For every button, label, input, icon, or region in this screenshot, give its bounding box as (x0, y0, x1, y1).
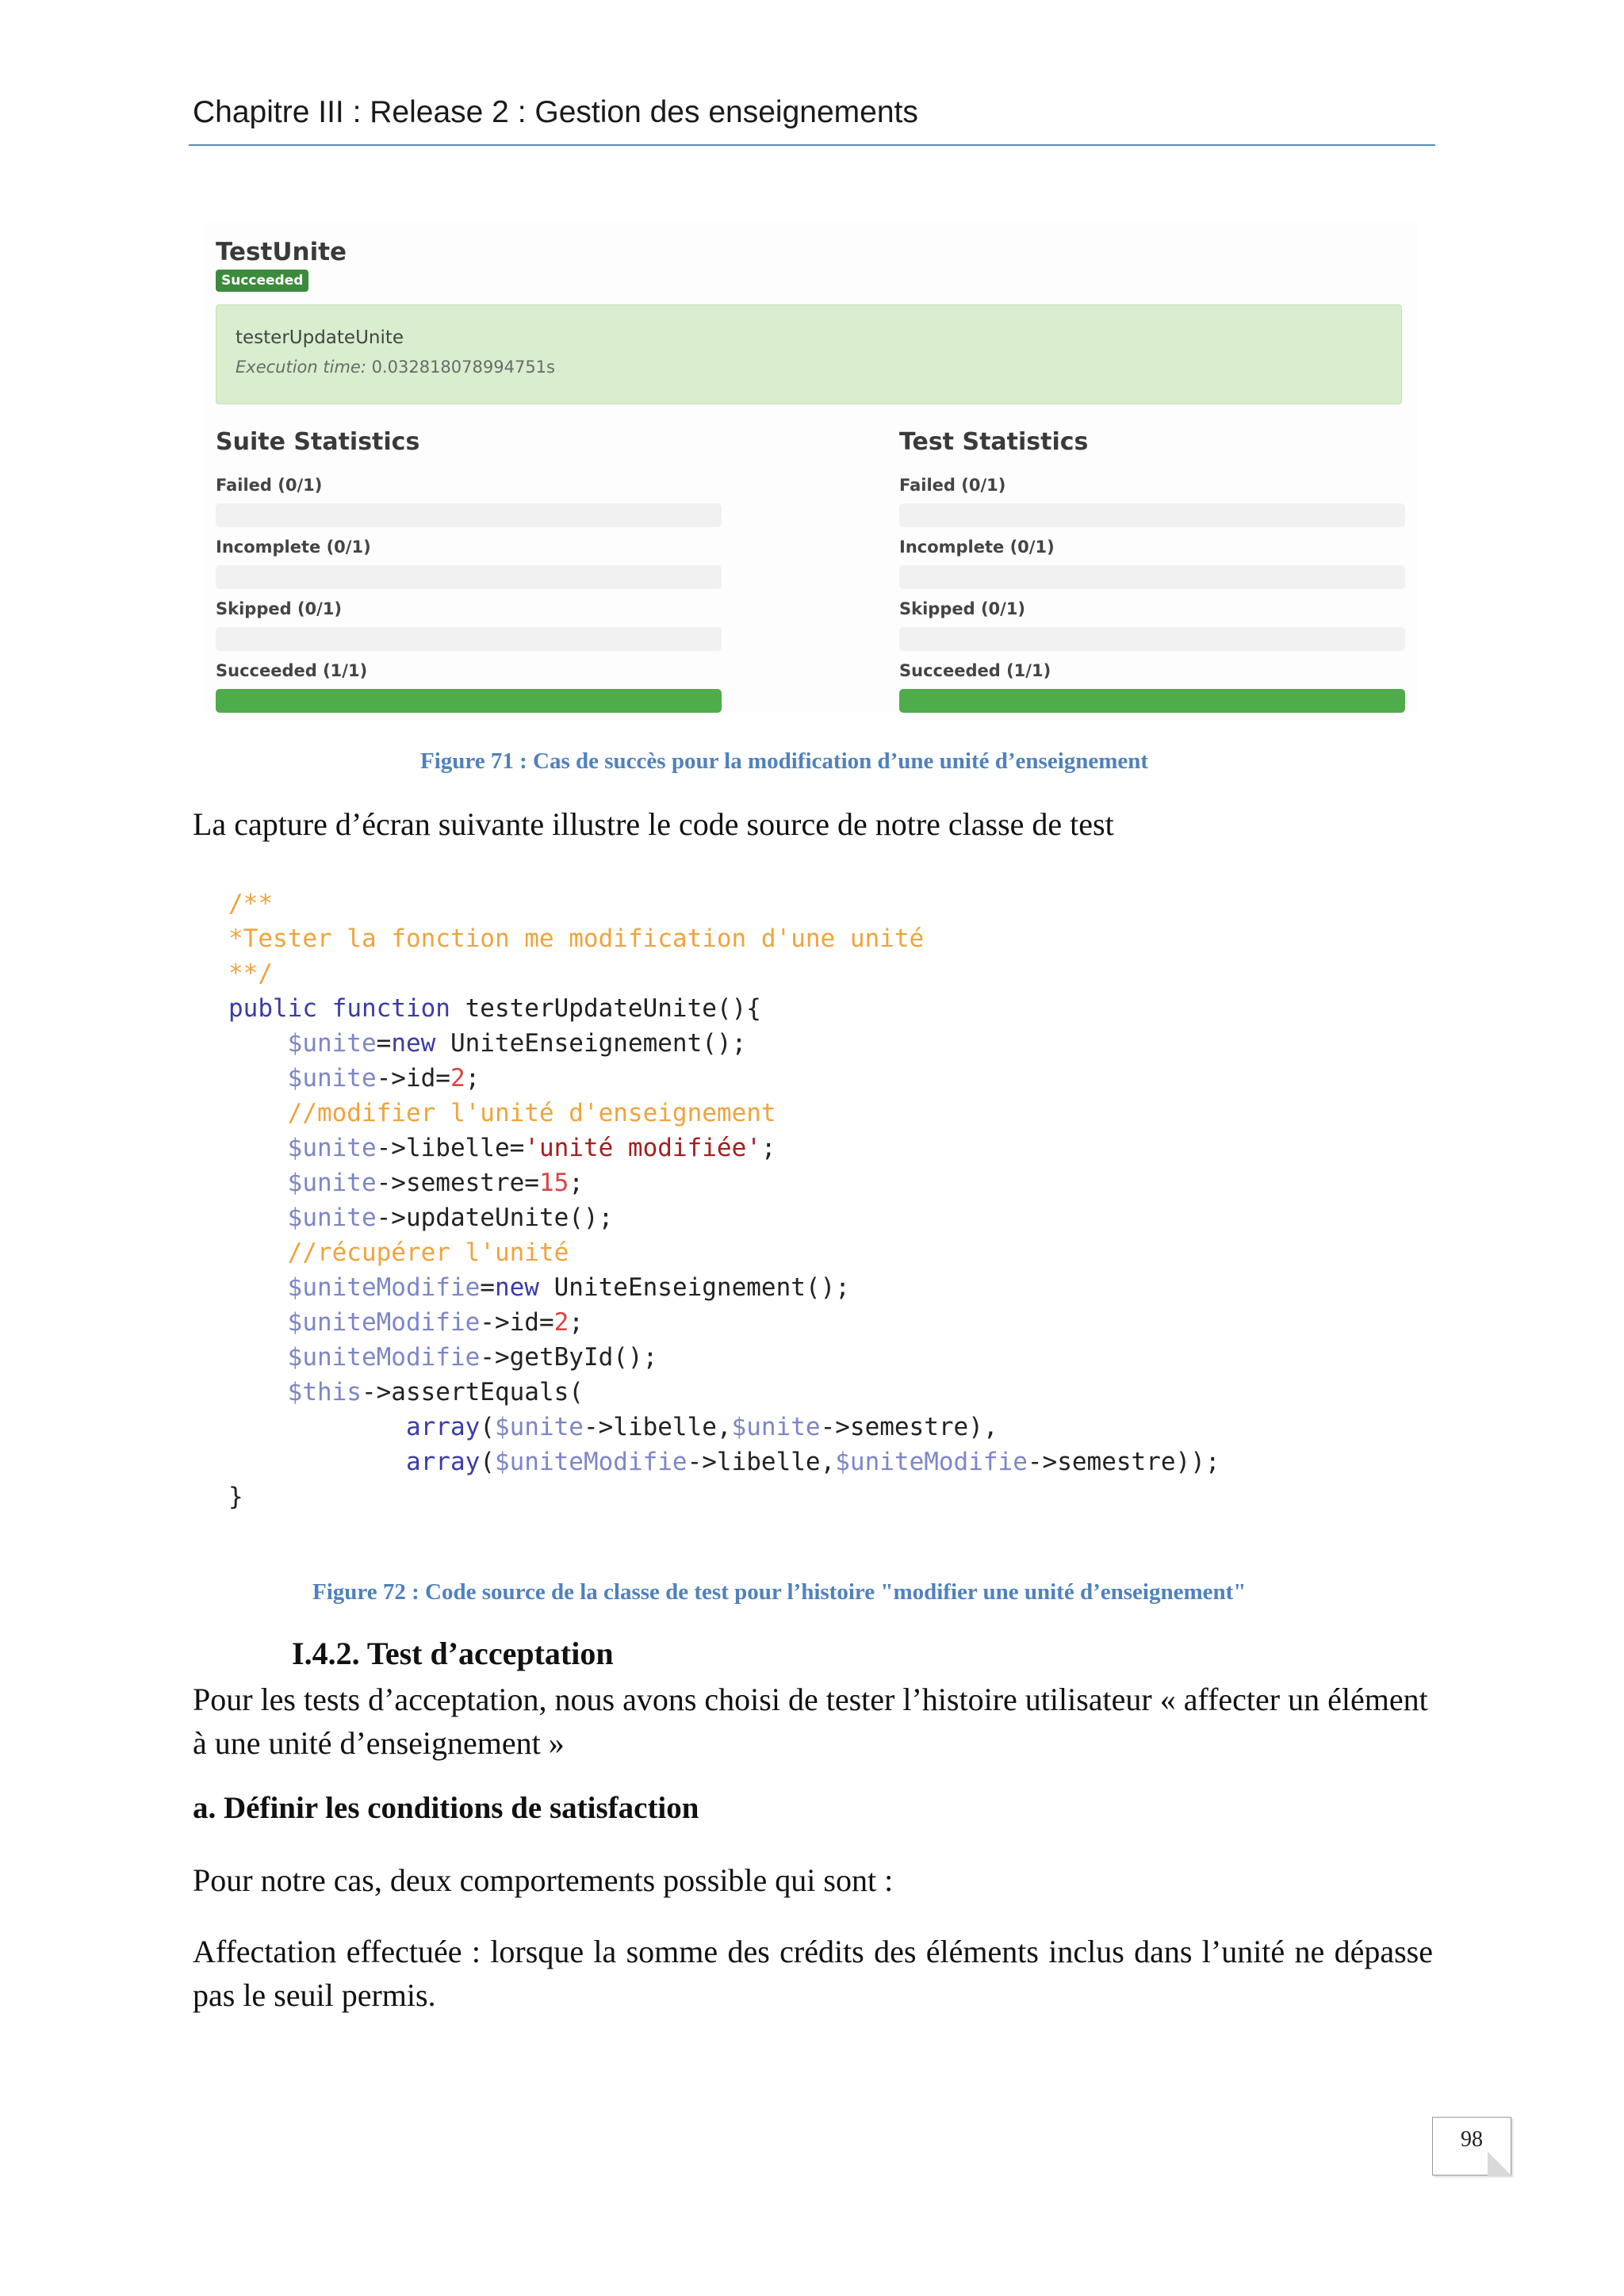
code-token: $unite (494, 1413, 584, 1441)
code-indent (228, 1343, 288, 1372)
behaviours-paragraph: Pour notre cas, deux comportements possible qui sont : (193, 1862, 894, 1898)
code-line (228, 1375, 1220, 1410)
suite-stat-label: Incomplete (0/1) (216, 538, 371, 557)
test-stat-bar-fill (899, 689, 1405, 713)
report-title: TestUnite (216, 238, 347, 266)
code-token: $uniteModifie (835, 1448, 1028, 1476)
test-result-box (216, 304, 1402, 404)
code-token: ->libelle, (687, 1448, 836, 1476)
code-token: ->libelle, (583, 1413, 732, 1441)
code-token: UniteEnseignement(); (538, 1273, 850, 1302)
figure-72-caption: Figure 72 : Code source de la classe de test pour l’histoire "modifier une unité d’enseignement" (312, 1579, 1247, 1605)
code-line (228, 1096, 1220, 1131)
code-indent (228, 1448, 406, 1476)
header-rule (189, 144, 1435, 146)
test-stat-bar (899, 627, 1405, 651)
code-indent (228, 1203, 288, 1232)
code-line (228, 1445, 1220, 1479)
suite-stat-label: Failed (0/1) (216, 476, 323, 495)
page-corner-fold (1488, 2152, 1511, 2175)
code-token: 15 (538, 1169, 569, 1197)
figure-71-caption: Figure 71 : Cas de succès pour la modification d’une unité d’enseignement (420, 748, 1149, 774)
code-line (228, 1165, 1220, 1200)
intro-paragraph: La capture d’écran suivante illustre le code source de notre classe de test (193, 806, 1114, 842)
code-indent (228, 1169, 288, 1197)
code-token: 2 (450, 1064, 465, 1093)
code-token: UniteEnseignement(); (435, 1029, 747, 1058)
test-report-screenshot (205, 222, 1418, 714)
code-token: ; (465, 1064, 481, 1093)
page-number: 98 (1461, 2127, 1483, 2152)
suite-stat-bar (216, 689, 722, 713)
code-token: = (376, 1029, 392, 1058)
suite-stat-bar (216, 627, 722, 651)
suite-stat-label: Succeeded (1/1) (216, 661, 368, 680)
code-line (228, 991, 1220, 1026)
code-token: //modifier l'unité d'enseignement (287, 1099, 776, 1127)
code-line (228, 1340, 1220, 1375)
acceptance-paragraph: Pour les tests d’acceptation, nous avons choisi de tester l’histoire utilisateur « affecter un élément à une unité d’enseignement » (193, 1682, 1428, 1761)
test-stat-bar (899, 503, 1405, 527)
test-stat-label: Incomplete (0/1) (899, 538, 1055, 557)
code-token: *Tester la fonction me modification d'une unité (228, 924, 925, 953)
code-token (317, 994, 332, 1023)
code-token: $uniteModifie (287, 1273, 481, 1302)
code-token: public (228, 994, 317, 1023)
code-line (228, 1270, 1220, 1305)
code-token: $unite (287, 1203, 377, 1232)
status-badge: Succeeded (216, 270, 308, 292)
code-token: $unite (287, 1029, 377, 1058)
code-token: ( (480, 1448, 495, 1476)
code-indent (228, 1029, 288, 1058)
code-token: /** (228, 890, 273, 918)
test-stat-label: Failed (0/1) (899, 476, 1006, 495)
code-token: ->libelle= (376, 1134, 525, 1162)
code-token: new (391, 1029, 436, 1058)
code-token: function (331, 994, 450, 1023)
code-indent (228, 1134, 288, 1162)
running-header: Chapitre III : Release 2 : Gestion des enseignements (193, 95, 918, 129)
execution-time-label: Execution time: (236, 358, 366, 377)
suite-stat-label: Skipped (0/1) (216, 599, 343, 618)
test-stat-label: Succeeded (1/1) (899, 661, 1051, 680)
code-token: //récupérer l'unité (287, 1238, 569, 1267)
suite-stat-bar-fill (216, 689, 722, 713)
code-token: ->semestre), (820, 1413, 998, 1441)
code-screenshot (228, 886, 1220, 1514)
test-name: testerUpdateUnite (236, 327, 404, 348)
code-line (228, 1305, 1220, 1340)
execution-time (236, 358, 555, 377)
code-token: 'unité modifiée' (524, 1134, 761, 1162)
code-indent (228, 1238, 288, 1267)
code-line (228, 1479, 1220, 1514)
code-indent (228, 1064, 288, 1093)
code-token: ; (569, 1169, 584, 1197)
code-indent (228, 1308, 288, 1337)
section-heading: I.4.2. Test d’acceptation (292, 1636, 614, 1671)
code-line (228, 886, 1220, 921)
test-stat-bar (899, 565, 1405, 589)
code-line (228, 1235, 1220, 1270)
code-token: ->assertEquals( (361, 1378, 584, 1406)
execution-time-value: 0.032818078994751s (371, 358, 555, 377)
code-indent (228, 1099, 288, 1127)
code-line (228, 956, 1220, 991)
code-token: ->semestre= (376, 1169, 539, 1197)
code-token: testerUpdateUnite(){ (450, 994, 761, 1023)
code-token: ->id= (480, 1308, 554, 1337)
code-line (228, 1410, 1220, 1445)
code-token: **/ (228, 959, 273, 988)
code-token: ->getById(); (480, 1343, 658, 1372)
page-number-box (1432, 2117, 1511, 2175)
code-line (228, 1131, 1220, 1165)
affectation-paragraph: Affectation effectuée : lorsque la somme des crédits des éléments inclus dans l’unité ne dépasse pas le seuil permis. (193, 1934, 1433, 2013)
code-token: ( (480, 1413, 495, 1441)
code-indent (228, 1413, 406, 1441)
code-token: $uniteModifie (287, 1343, 481, 1372)
code-token: ->id= (376, 1064, 450, 1093)
code-line (228, 1026, 1220, 1061)
code-token: array (405, 1413, 481, 1441)
suite-stat-bar (216, 503, 722, 527)
code-token: ; (760, 1134, 776, 1162)
test-statistics (899, 428, 1407, 698)
subheading-conditions: a. Définir les conditions de satisfaction (193, 1791, 699, 1825)
test-stat-label: Skipped (0/1) (899, 599, 1026, 618)
code-indent (228, 1273, 288, 1302)
code-indent (228, 1378, 288, 1406)
code-token: } (228, 1483, 243, 1511)
code-line (228, 921, 1220, 956)
suite-statistics-title: Suite Statistics (216, 428, 420, 456)
code-token: $uniteModifie (287, 1308, 481, 1337)
code-token: $unite (287, 1169, 377, 1197)
code-token: $uniteModifie (494, 1448, 688, 1476)
code-token: ->updateUnite(); (376, 1203, 614, 1232)
suite-stat-bar (216, 565, 722, 589)
code-token: new (494, 1273, 539, 1302)
code-line (228, 1061, 1220, 1096)
code-token: $unite (287, 1134, 377, 1162)
suite-statistics (216, 428, 723, 698)
code-token: array (405, 1448, 481, 1476)
code-token: $unite (731, 1413, 821, 1441)
code-token: 2 (553, 1308, 569, 1337)
code-token: = (480, 1273, 495, 1302)
test-statistics-title: Test Statistics (899, 428, 1089, 456)
code-token: ; (569, 1308, 584, 1337)
code-token: $unite (287, 1064, 377, 1093)
code-token: $this (287, 1378, 362, 1406)
test-stat-bar (899, 689, 1405, 713)
code-line (228, 1200, 1220, 1235)
code-token: ->semestre)); (1027, 1448, 1220, 1476)
